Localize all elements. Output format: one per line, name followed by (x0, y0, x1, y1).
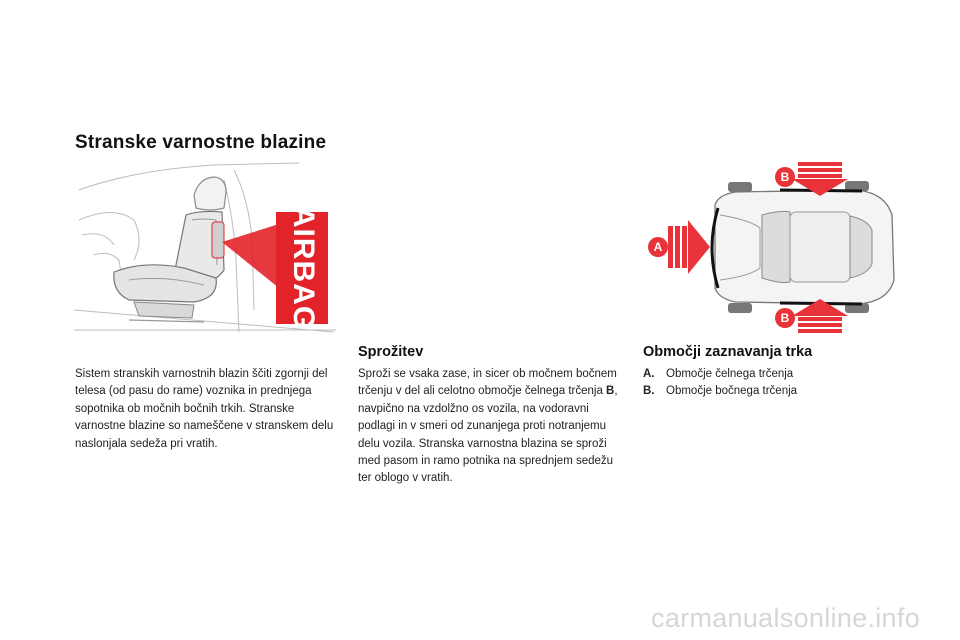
svg-text:B: B (780, 170, 790, 185)
svg-text:B: B (780, 311, 790, 326)
deployment-zone-b: B (606, 385, 615, 398)
zone-key: A. (643, 368, 655, 380)
svg-text:A: A (653, 240, 663, 255)
zone-label: Območje čelnega trčenja (666, 368, 794, 380)
deployment-text-c: , navpično na vzdolžno os vozila, na vodoravni podlagi in v smeri od zunanjega proti notranjemu delu vozila. Stranska varnostna blazina se sproži med pasom in ramo potnika na sprednjem sedežu ter oblogo v vratih. (358, 385, 618, 485)
marker-b-bottom (775, 308, 795, 328)
deployment-text-a: Sproži se vsaka zase, in sicer ob močnem bočnem trčenju v del ali celotno območje čelnega trčenja (358, 368, 617, 398)
marker-b-top (775, 167, 795, 187)
page-title: Stranske varnostne blazine (75, 132, 327, 153)
detection-zones-heading: Območji zaznavanja trka (643, 344, 813, 360)
deployment-paragraph (358, 366, 618, 488)
deployment-heading: Sprožitev (358, 344, 424, 360)
side-airbag-seat-illustration (74, 160, 336, 335)
zone-key: B. (643, 385, 655, 398)
airbag-label: AIRBAG (287, 205, 321, 331)
list-item (643, 383, 797, 400)
watermark: carmanualsonline.info (651, 603, 920, 633)
list-item (643, 366, 797, 383)
detection-zones-list (643, 366, 797, 401)
crash-detection-zones-diagram (640, 160, 902, 335)
marker-a (648, 237, 668, 257)
intro-paragraph: Sistem stranskih varnostnih blazin ščiti zgornji del telesa (od pasu do rame) voznika in prednjega sopotnika ob močnih bočnih trkih. Stranske varnostne blazine so nameščene v stranskem delu naslonjala sedeža pri vratih. (75, 368, 334, 450)
zone-label: Območje bočnega trčenja (666, 385, 798, 398)
